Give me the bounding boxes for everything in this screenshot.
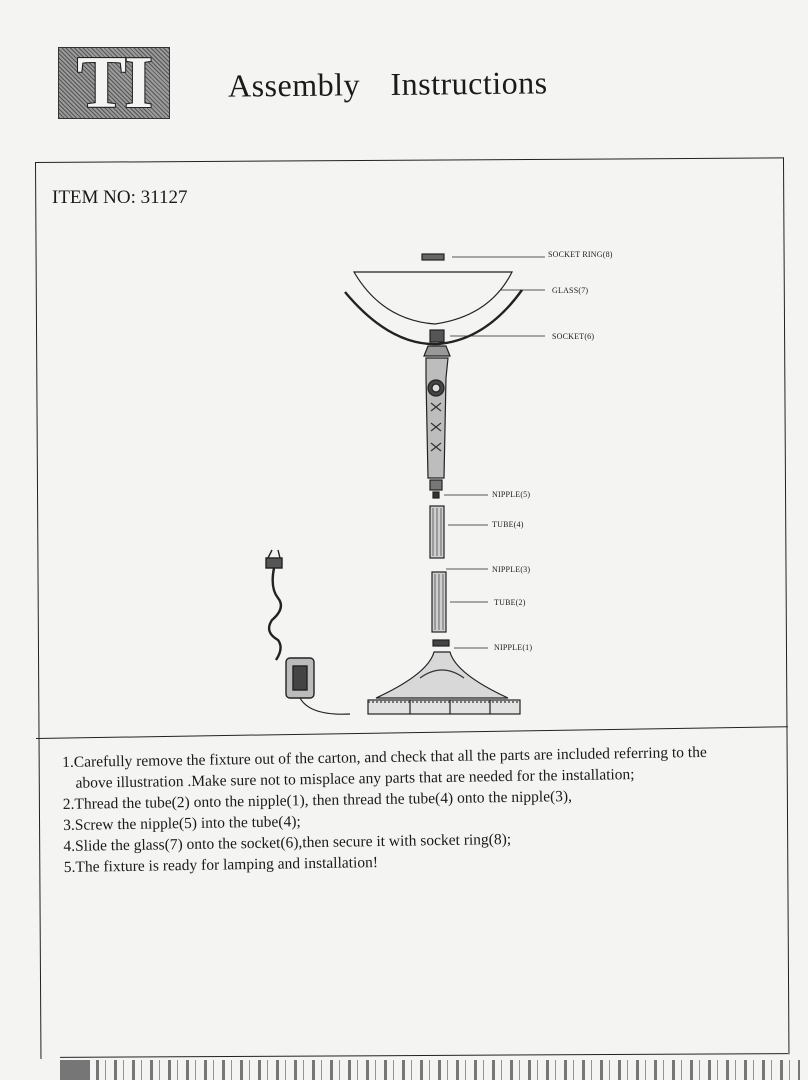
ti-logo	[58, 42, 170, 124]
instruction-step-2: 2.Thread the tube(2) onto the nipple(1), then thread the tube(4) onto the nipple(3),	[62, 787, 573, 813]
callout-nipple-5: NIPPLE(5)	[492, 490, 531, 499]
callout-tube-4: TUBE(4)	[492, 520, 524, 529]
callout-socket-ring: SOCKET RING(8)	[548, 250, 613, 259]
nipple-1-part	[433, 640, 449, 646]
socket-part	[430, 330, 444, 342]
item-number: ITEM NO: 31127	[52, 187, 188, 208]
instructions-list	[62, 741, 764, 878]
callout-tube-2: TUBE(2)	[494, 598, 526, 607]
callout-socket: SOCKET(6)	[552, 332, 595, 341]
nipple-5-part	[433, 492, 439, 498]
power-cord-part	[266, 550, 350, 714]
socket-ring-part	[422, 254, 444, 260]
callout-nipple-3: NIPPLE(3)	[492, 565, 531, 574]
instruction-step-4: 4.Slide the glass(7) onto the socket(6),then secure it with socket ring(8);	[63, 830, 512, 855]
instruction-step-1-continued: above illustration .Make sure not to misplace any parts that are needed for the installation;	[75, 766, 635, 792]
page-title: Assembly Instructions	[227, 64, 548, 104]
glass-bowl-part	[354, 272, 512, 324]
lamp-base-part	[376, 652, 508, 698]
scan-edge-artifact	[60, 1060, 800, 1080]
logo-text: TI	[76, 42, 152, 124]
instruction-step-3: 3.Screw the nipple(5) into the tube(4);	[63, 813, 301, 834]
instruction-step-1: 1.Carefully remove the fixture out of the carton, and check that all the parts are included referring to the	[62, 743, 707, 771]
callout-glass: GLASS(7)	[552, 286, 589, 295]
exploded-lamp-diagram	[250, 228, 550, 728]
callout-nipple-1: NIPPLE(1)	[494, 643, 533, 652]
instruction-step-5: 5.The fixture is ready for lamping and installation!	[63, 854, 379, 876]
upper-column-part	[424, 346, 450, 356]
